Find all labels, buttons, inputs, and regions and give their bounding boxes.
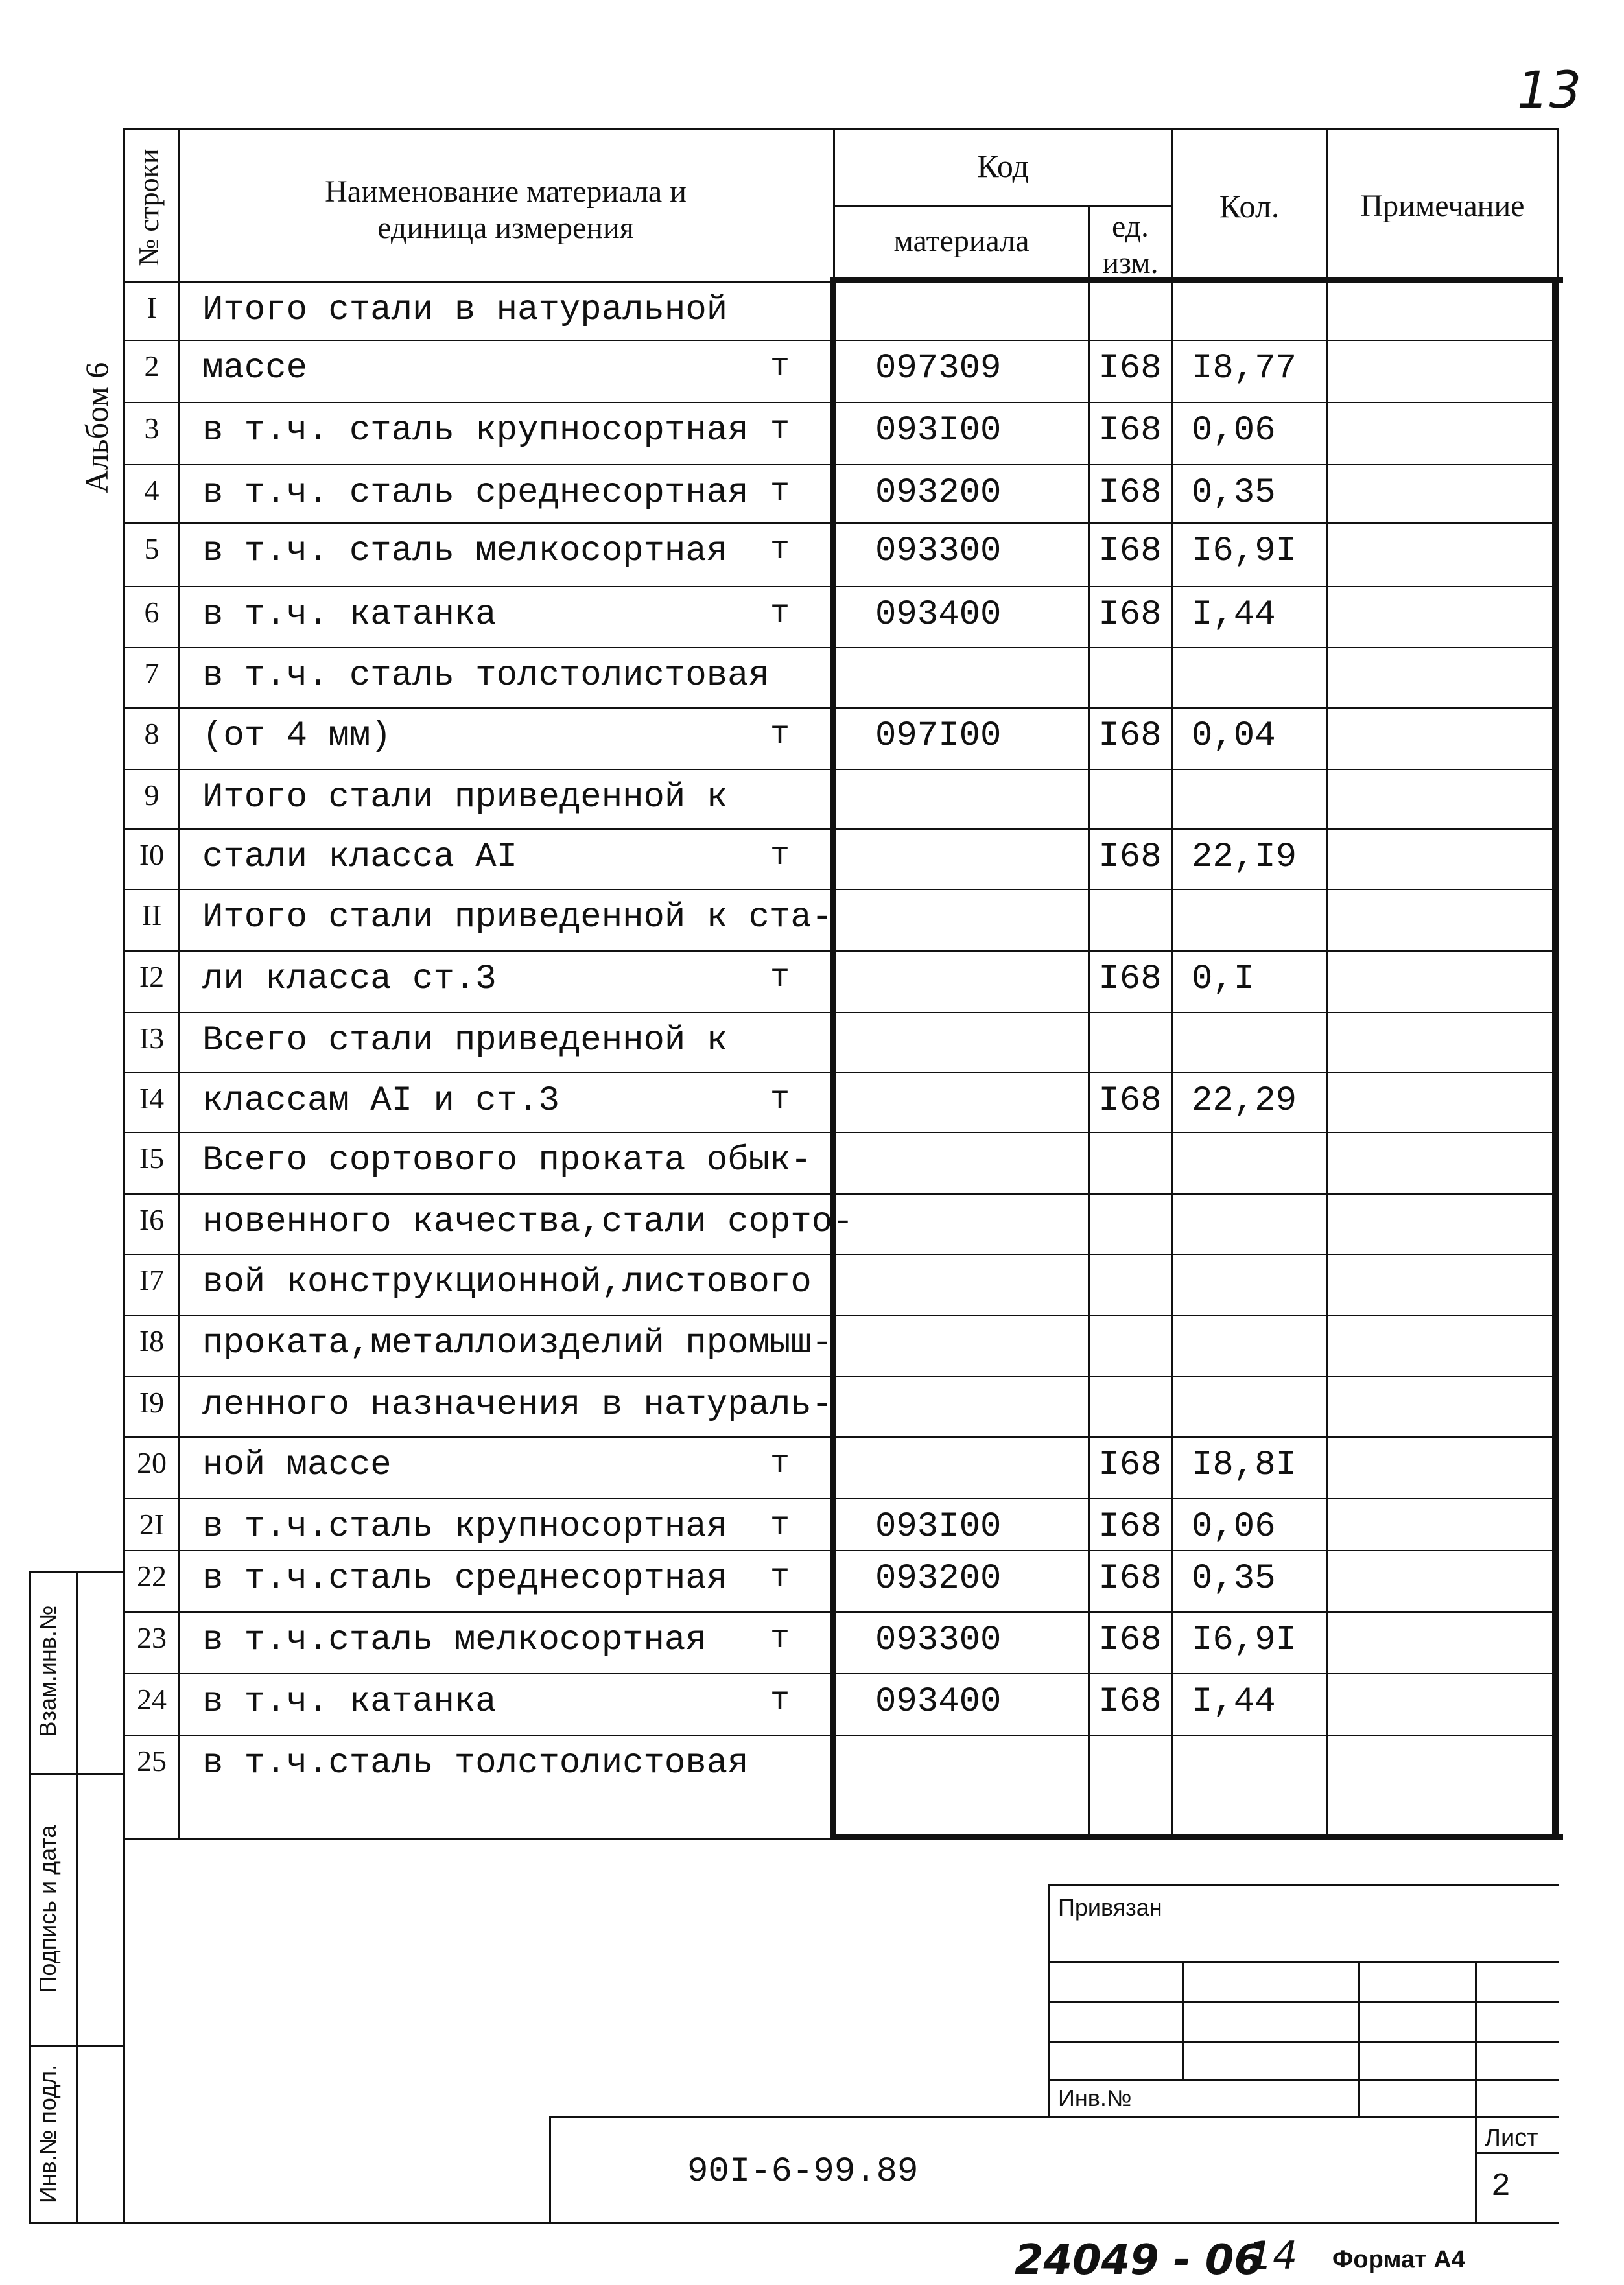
row-divider: [123, 1550, 1559, 1551]
row-number: I2: [139, 960, 165, 993]
row-number: 9: [144, 779, 159, 812]
row-divider: [123, 1436, 1559, 1438]
row-name: классам АI и ст.3: [202, 1081, 559, 1121]
row-qty: I,44: [1192, 1682, 1276, 1722]
row-divider: [123, 1611, 1559, 1613]
row-uom: I68: [1098, 1081, 1162, 1121]
row-divider: [123, 1315, 1559, 1316]
row-uom: I68: [1098, 1507, 1162, 1547]
row-name: ленного назначения в натураль-: [202, 1385, 833, 1425]
data-top-thick: [830, 277, 1563, 283]
tb-col1: [1182, 1961, 1184, 2079]
row-divider: [123, 647, 1559, 648]
row-name: Итого стали в натуральной: [202, 290, 728, 330]
row-name: в т.ч. сталь среднесортная: [202, 473, 749, 513]
row-material-code: 093200: [875, 1559, 1002, 1599]
side-stamp-left: [29, 1571, 31, 2223]
row-material-code: 093300: [875, 1621, 1002, 1660]
row-unit: т: [770, 595, 790, 632]
row-number: 5: [144, 532, 159, 565]
row-qty: I6,9I: [1192, 532, 1297, 571]
footer-format: Формат А4: [1332, 2246, 1465, 2273]
row-unit: т: [770, 532, 790, 568]
row-name: в т.ч.сталь среднесортная: [202, 1559, 728, 1599]
row-material-code: 093I00: [875, 1507, 1002, 1547]
row-name: в т.ч.сталь крупносортная: [202, 1507, 728, 1547]
row-number: 4: [144, 474, 159, 507]
row-divider: [123, 769, 1559, 770]
header-name: Наименование материала и единица измерения: [325, 174, 687, 245]
tb-list-value: 2: [1491, 2168, 1511, 2205]
row-qty: 0,I: [1192, 959, 1255, 999]
row-name: Всего стали приведенной к: [202, 1021, 728, 1060]
row-name: Всего сортового проката обык-: [202, 1141, 812, 1180]
row-name: (от 4 мм): [202, 716, 392, 756]
row-unit: т: [770, 1446, 790, 1482]
row-qty: 0,04: [1192, 716, 1276, 756]
row-number: 7: [144, 657, 159, 690]
uom-col-divider: [1088, 283, 1090, 1835]
row-name: в т.ч.сталь толстолистовая: [202, 1744, 749, 1783]
row-name: ной массе: [202, 1446, 392, 1485]
row-qty: 0,06: [1192, 1507, 1276, 1547]
row-number: 8: [144, 717, 159, 750]
row-divider: [123, 402, 1559, 403]
tb-left: [1048, 1884, 1050, 2116]
tb-list-sep: [1475, 2152, 1559, 2154]
row-uom: I68: [1098, 1559, 1162, 1599]
header-code-group: Код: [977, 148, 1029, 184]
data-left-thick: [830, 277, 836, 1840]
row-divider: [123, 1193, 1559, 1195]
row-uom: I68: [1098, 959, 1162, 999]
row-number: 25: [137, 1744, 167, 1777]
tb-privyazan: Привязан: [1058, 1894, 1162, 1921]
row-unit: т: [770, 349, 790, 386]
row-unit: т: [770, 716, 790, 753]
side-podpis-label: Подпись и дата: [34, 1825, 61, 1993]
row-name: стали класса АI: [202, 838, 518, 877]
header-uom: ед. изм.: [1102, 209, 1159, 280]
row-number: I3: [139, 1022, 165, 1055]
row-material-code: 097309: [875, 349, 1002, 388]
row-qty: 0,35: [1192, 1559, 1276, 1599]
row-name: в т.ч. сталь крупносортная: [202, 411, 749, 451]
row-number: I7: [139, 1263, 165, 1296]
row-uom: I68: [1098, 1682, 1162, 1722]
row-divider: [123, 1376, 1559, 1377]
row-divider: [123, 828, 1559, 830]
row-uom: I68: [1098, 838, 1162, 877]
row-divider: [123, 950, 1559, 952]
tb-line1: [1048, 1961, 1559, 1963]
footer-handwritten-code: 24049 - 06: [1015, 2236, 1263, 2284]
data-right-thick: [1552, 277, 1558, 1840]
side-stamp-sep1: [29, 1773, 125, 1775]
row-number: 20: [137, 1446, 167, 1479]
qty-col-divider: [1171, 283, 1173, 1835]
row-name: в т.ч. катанка: [202, 595, 497, 635]
row-divider: [123, 1254, 1559, 1255]
row-name: вой конструкционной,листового: [202, 1263, 812, 1302]
row-divider: [123, 464, 1559, 465]
row-name: массе: [202, 349, 308, 388]
row-material-code: 093400: [875, 1682, 1002, 1722]
header-material-code: материала: [893, 224, 1030, 258]
code-header-line: [833, 205, 1172, 207]
side-inv-podl-label: Инв.№ подл.: [34, 2064, 61, 2204]
tb-inv-no: Инв.№: [1058, 2085, 1132, 2111]
header-row-no: № строки: [133, 148, 165, 266]
row-number: 3: [144, 412, 159, 445]
row-number: 24: [137, 1683, 167, 1716]
rownum-divider: [178, 128, 180, 1839]
row-unit: т: [770, 959, 790, 996]
row-unit: т: [770, 1682, 790, 1719]
row-divider: [123, 1012, 1559, 1013]
row-name: в т.ч.сталь мелкосортная: [202, 1621, 707, 1660]
side-stamp-top: [29, 1571, 125, 1573]
tb-line2: [1048, 2001, 1559, 2003]
tb-col2: [1358, 1961, 1360, 2116]
row-name: проката,металлоизделий промыш-: [202, 1324, 833, 1363]
tb-top: [1048, 1884, 1559, 1886]
row-name: Итого стали приведенной к ста-: [202, 898, 833, 937]
footer-page-hand: 14: [1248, 2233, 1298, 2279]
row-unit: т: [770, 473, 790, 510]
row-uom: I68: [1098, 532, 1162, 571]
row-number: 23: [137, 1621, 167, 1654]
row-number: 22: [137, 1560, 167, 1593]
row-unit: т: [770, 1559, 790, 1596]
row-name: новенного качества,стали сорто-: [202, 1202, 854, 1242]
row-qty: I8,8I: [1192, 1446, 1297, 1485]
tb-designation: 90I-6-99.89: [687, 2152, 919, 2192]
row-number: II: [141, 898, 162, 932]
row-divider: [123, 889, 1559, 890]
row-divider: [123, 340, 1559, 341]
row-unit: т: [770, 838, 790, 874]
row-number: I0: [139, 838, 165, 871]
row-unit: т: [770, 1081, 790, 1118]
row-number: 2: [144, 349, 159, 382]
row-number: I8: [139, 1324, 165, 1357]
table-bottom-line: [123, 1838, 1559, 1840]
row-divider: [123, 522, 1559, 524]
row-material-code: 093300: [875, 532, 1002, 571]
tb-line4: [1048, 2079, 1559, 2081]
tb-main-left: [549, 2116, 551, 2223]
side-stamp-bottom: [29, 2222, 1559, 2224]
row-uom: I68: [1098, 1446, 1162, 1485]
side-vzam-label: Взам.инв.№: [34, 1605, 61, 1737]
row-divider: [123, 707, 1559, 709]
row-name: в т.ч. сталь толстолистовая: [202, 656, 770, 696]
row-number: I: [147, 291, 157, 324]
row-unit: т: [770, 411, 790, 448]
row-number: 2I: [139, 1508, 165, 1541]
row-name: в т.ч. катанка: [202, 1682, 497, 1722]
row-unit: т: [770, 1507, 790, 1544]
row-divider: [123, 1673, 1559, 1674]
row-divider: [123, 586, 1559, 587]
row-number: I4: [139, 1082, 165, 1115]
row-name: ли класса ст.3: [202, 959, 497, 999]
row-qty: 22,I9: [1192, 838, 1297, 877]
row-material-code: 097I00: [875, 716, 1002, 756]
tb-line3: [1048, 2041, 1559, 2043]
row-uom: I68: [1098, 716, 1162, 756]
tb-main-top: [549, 2116, 1559, 2118]
row-qty: 0,35: [1192, 473, 1276, 513]
table-top-border: [123, 128, 1559, 130]
row-material-code: 093I00: [875, 411, 1002, 451]
row-number: I9: [139, 1386, 165, 1419]
row-qty: I,44: [1192, 595, 1276, 635]
header-note: Примечание: [1360, 189, 1525, 223]
row-name: в т.ч. сталь мелкосортная: [202, 532, 728, 571]
row-uom: I68: [1098, 411, 1162, 451]
tb-col3: [1475, 1961, 1477, 2222]
row-divider: [123, 1132, 1559, 1133]
row-material-code: 093200: [875, 473, 1002, 513]
row-divider: [123, 1498, 1559, 1499]
row-qty: 22,29: [1192, 1081, 1297, 1121]
header-bottom-line: [123, 281, 833, 283]
row-number: 6: [144, 596, 159, 629]
row-uom: I68: [1098, 595, 1162, 635]
side-stamp-mid: [76, 1571, 78, 2223]
tb-list-label: Лист: [1485, 2124, 1538, 2151]
row-uom: I68: [1098, 473, 1162, 513]
page-number-top: 13: [1517, 62, 1582, 120]
row-qty: I8,77: [1192, 349, 1297, 388]
note-col-divider: [1326, 283, 1328, 1835]
row-number: I6: [139, 1203, 165, 1236]
row-uom: I68: [1098, 349, 1162, 388]
row-number: I5: [139, 1142, 165, 1175]
row-unit: т: [770, 1621, 790, 1658]
row-uom: I68: [1098, 1621, 1162, 1660]
row-divider: [123, 1072, 1559, 1073]
row-qty: 0,06: [1192, 411, 1276, 451]
row-material-code: 093400: [875, 595, 1002, 635]
header-qty: Кол.: [1219, 188, 1280, 224]
row-qty: I6,9I: [1192, 1621, 1297, 1660]
album-label: Альбом 6: [78, 362, 115, 494]
row-name: Итого стали приведенной к: [202, 778, 728, 817]
row-divider: [123, 1735, 1559, 1736]
